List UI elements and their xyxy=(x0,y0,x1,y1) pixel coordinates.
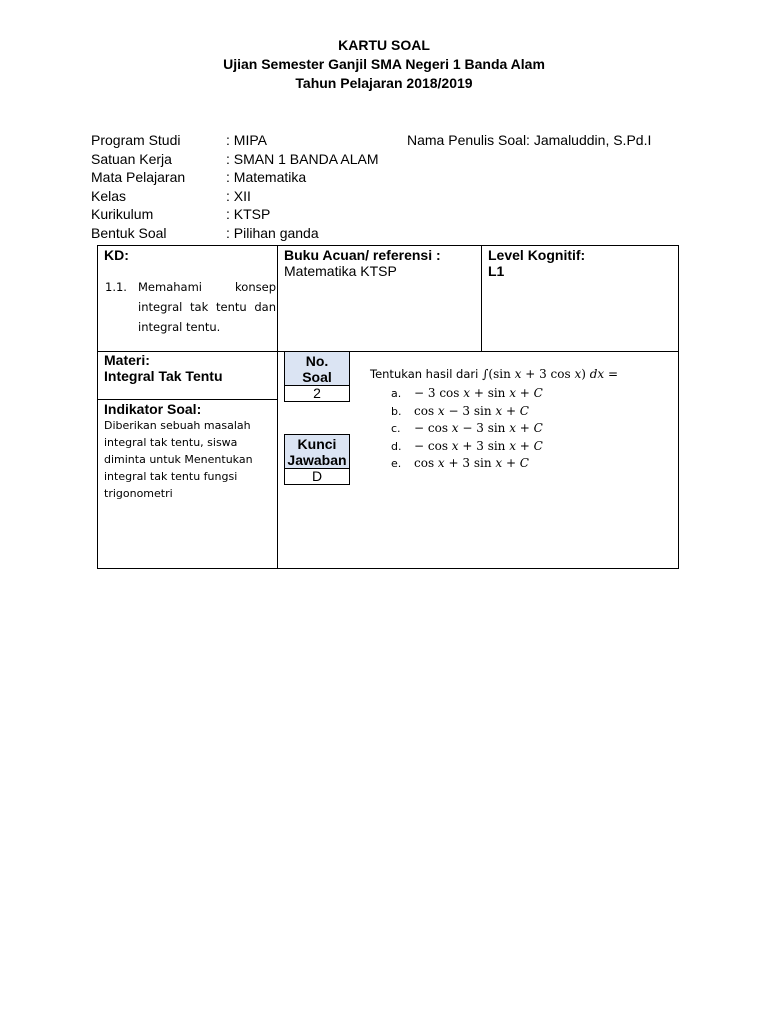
option-text: − cos 𝑥 + 3 sin 𝑥 + 𝐶 xyxy=(414,438,543,453)
meta-label: Satuan Kerja xyxy=(91,150,172,167)
header-school-year: Tahun Pelajaran 2018/2019 xyxy=(295,75,473,91)
meta-label: Kurikulum xyxy=(91,206,154,223)
table-divider xyxy=(481,246,482,351)
level-kognitif-title: Level Kognitif: xyxy=(488,247,586,263)
header-title: KARTU SOAL xyxy=(338,37,430,53)
materi-value: Integral Tak Tentu xyxy=(104,368,223,384)
materi-title: Materi: xyxy=(104,352,150,368)
question-stem-text: Tentukan hasil dari xyxy=(370,367,479,381)
option-b xyxy=(370,403,618,421)
option-letter: a. xyxy=(391,387,402,400)
meta-row-kelas xyxy=(91,187,731,206)
meta-value: : SMAN 1 BANDA ALAM xyxy=(226,150,379,167)
meta-value: : Pilihan ganda xyxy=(226,224,319,241)
kunci-label-line2: Jawaban xyxy=(287,452,347,468)
meta-row-satuan-kerja xyxy=(91,150,731,169)
option-a xyxy=(370,385,618,403)
buku-acuan-title: Buku Acuan/ referensi : xyxy=(284,247,441,263)
meta-value: : MIPA xyxy=(226,132,267,148)
option-text: cos 𝑥 − 3 sin 𝑥 + 𝐶 xyxy=(414,403,529,418)
option-c xyxy=(370,420,618,438)
kd-number: 1.1. xyxy=(105,280,127,294)
document-header xyxy=(0,36,768,93)
option-e xyxy=(370,455,618,473)
kunci-jawaban-value: D xyxy=(284,468,350,485)
level-kognitif-value: L1 xyxy=(488,263,505,279)
option-letter: e. xyxy=(391,457,402,470)
option-letter: d. xyxy=(391,439,402,453)
option-letter: c. xyxy=(391,422,401,435)
meta-label: Kelas xyxy=(91,187,127,204)
question-stem-math: ∫(sin 𝑥 + 3 cos 𝑥) 𝑑𝑥 = xyxy=(482,367,619,381)
meta-row-mata-pelajaran xyxy=(91,168,731,187)
question-card-table xyxy=(97,245,679,569)
option-text: − 3 cos 𝑥 + sin 𝑥 + 𝐶 xyxy=(414,386,543,400)
no-soal-value: 2 xyxy=(284,385,350,402)
buku-acuan-value: Matematika KTSP xyxy=(284,263,397,279)
table-divider xyxy=(98,351,678,352)
no-soal-label-line1: No. xyxy=(305,353,329,369)
meta-row-bentuk-soal xyxy=(91,224,731,243)
no-soal-label xyxy=(284,351,350,386)
option-text: − cos 𝑥 − 3 sin 𝑥 + 𝐶 xyxy=(414,421,543,435)
meta-label: Bentuk Soal xyxy=(91,224,167,241)
meta-label: Mata Pelajaran xyxy=(91,169,186,186)
kd-text: Memahami konsep integral tak tentu dan integral tentu. xyxy=(138,280,276,334)
table-divider xyxy=(98,399,277,400)
question-stem xyxy=(370,363,618,385)
no-soal-label-line2: Soal xyxy=(302,369,332,385)
indikator-text: Diberikan sebuah masalah integral tak tentu, siswa diminta untuk Menentukan integral tak tentu fungsi trigonometri xyxy=(104,419,253,500)
kd-title: KD: xyxy=(104,247,129,263)
meta-row-kurikulum xyxy=(91,205,731,224)
meta-row-program-studi xyxy=(91,131,731,150)
table-divider xyxy=(277,246,278,569)
meta-value: : Matematika xyxy=(226,169,307,186)
option-letter: b. xyxy=(391,404,402,418)
author-name: Nama Penulis Soal: Jamaluddin, S.Pd.I xyxy=(407,132,652,148)
meta-label: Program Studi xyxy=(91,132,181,148)
option-d xyxy=(370,438,618,456)
kunci-jawaban-label xyxy=(284,434,350,469)
option-text: cos 𝑥 + 3 sin 𝑥 + 𝐶 xyxy=(414,456,529,470)
identity-block xyxy=(91,131,731,243)
header-exam-name: Ujian Semester Ganjil SMA Negeri 1 Banda Alam xyxy=(223,56,545,72)
question-body xyxy=(370,363,618,473)
meta-value: : KTSP xyxy=(226,206,271,223)
meta-value: : XII xyxy=(226,187,251,204)
kunci-label-line1: Kunci xyxy=(297,436,337,452)
indikator-title: Indikator Soal: xyxy=(104,401,202,417)
